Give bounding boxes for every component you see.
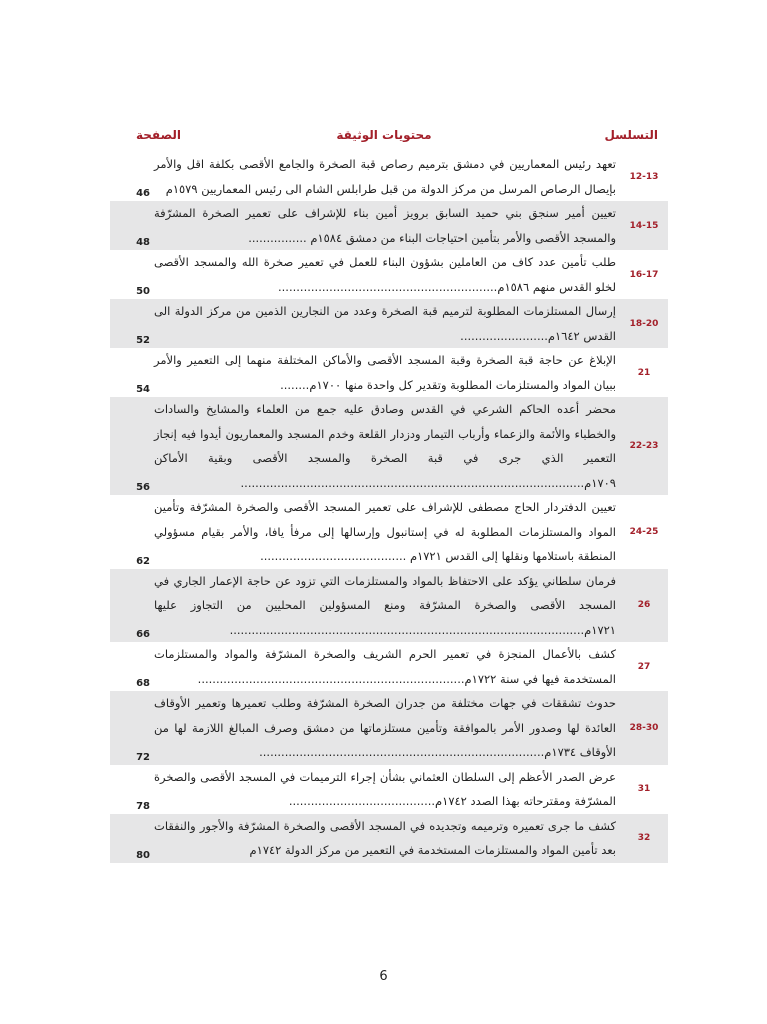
- row-text: فرمان سلطاني يؤكد على الاحتفاظ بالمواد والمستلزمات التي تزود عن حاجة الإعمار الجاري في المسجد الأقصى والصخرة المشرّفة ومنع المسؤولين المحليين من التجاوز عليها ١٧٢١م.................................................................................................: [154, 573, 616, 637]
- row-sequence: 22-23: [629, 441, 659, 451]
- table-row: [110, 397, 668, 495]
- row-text: إرسال المستلزمات المطلوبة لترميم قبة الصخرة وعدد من النجارين الذمين من مركز الدولة الى القدس ١٦٤٢م........................: [154, 304, 616, 343]
- table-row: [110, 250, 668, 299]
- table-row: [110, 152, 668, 201]
- table-row: [110, 765, 668, 814]
- row-page: 56: [136, 482, 150, 493]
- row-page: 78: [136, 800, 150, 812]
- row-text: عرض الصدر الأعظم إلى السلطان العثماني بشأن إجراء الترميمات في المسجد الأقصى والصخرة المشرّفة ومقترحاته بهذا الصدد ١٧٤٢م........................................: [154, 769, 616, 808]
- row-page: 54: [136, 384, 150, 395]
- row-page: 66: [136, 629, 150, 640]
- row-sequence: 18-20: [629, 318, 659, 329]
- contents-table: [110, 152, 668, 863]
- table-row: [110, 201, 668, 250]
- header-contents: محتويات الوثيقة: [336, 128, 432, 142]
- row-sequence: 26: [637, 600, 651, 611]
- table-row: [110, 569, 668, 643]
- row-text: تعيين أمير سنجق بني حميد السابق برويز أمين بناء للإشراف على تعمير الصخرة المشرّفة والمسجد الأقصى والأمر بتأمين احتياجات البناء من دمشق ١٥٨٤م ................: [154, 206, 616, 245]
- row-text: تعهد رئيس المعماريين في دمشق بترميم رصاص قبة الصخرة والجامع الأقصى بكلفة اقل والأمر بإيصال الرصاص المرسل من مركز الدولة من قبل طرابلس الشام الى رئيس المعماريين ١٥٧٩م: [154, 157, 616, 196]
- row-page: 62: [136, 555, 150, 567]
- row-page: 46: [136, 188, 150, 199]
- table-row: [110, 299, 668, 348]
- header-page: الصفحة: [136, 128, 182, 142]
- table-row: [110, 814, 668, 863]
- row-page: 52: [136, 335, 150, 346]
- row-sequence: 16-17: [629, 269, 659, 280]
- page-number: 6: [379, 969, 388, 984]
- header-sequence: التسلسل: [604, 128, 658, 142]
- row-sequence: 32: [637, 833, 651, 843]
- row-text: حدوث تشققات في جهات مختلفة من جدران الصخرة المشرّفة وطلب تعميرها وتعمير الأوقاف العائدة لها وصدور الأمر بالموافقة وتأمين مستلزماتها من دمشق وصرف المبالغ اللازمة لها من الأوقاف ١٧٣٤م..............................................................................: [154, 696, 616, 759]
- table-row: [110, 348, 668, 397]
- row-text: كشف بالأعمال المنجزة في تعمير الحرم الشريف والصخرة المشرّفة والمواد والمستلزمات المستخدمة فيها في سنة ١٧٢٢م.........................................................................: [154, 647, 616, 686]
- table-row: [110, 495, 668, 569]
- row-sequence: 24-25: [629, 526, 659, 537]
- row-page: 80: [136, 849, 150, 861]
- row-sequence: 28-30: [629, 722, 659, 733]
- row-text: كشف ما جرى تعميره وترميمه وتجديده في المسجد الأقصى والصخرة المشرّفة والأجور والنفقات بعد تأمين المواد والمستلزمات المستخدمة في التعمير من مركز الدولة ١٧٤٢م: [154, 818, 616, 857]
- table-row: [110, 691, 668, 765]
- row-page: 50: [136, 286, 150, 297]
- row-sequence: 27: [637, 661, 651, 672]
- row-page: 48: [136, 237, 150, 248]
- row-text: محضر أعده الحاكم الشرعي في القدس وصادق عليه جمع من العلماء والمشايخ والسادات والخطباء والأئمة والزعماء وأرباب التيمار ودزدار القلعة وخدم المسجد والمعماريون أيدوا فيه إنجاز التعمير الذي جرى في قبة الصخرة والمسجد الأقصى وبقية الأماكن ١٧٠٩م..............................................................................................: [154, 402, 616, 490]
- row-text: طلب تأمين عدد كاف من العاملين بشؤون البناء للعمل في تعمير صخرة الله والمسجد الأقصى لخلو القدس منهم ١٥٨٦م............................................................: [154, 255, 616, 294]
- row-sequence: 21: [637, 367, 651, 378]
- row-page: 72: [136, 751, 150, 763]
- row-page: 68: [136, 678, 150, 689]
- row-sequence: 12-13: [629, 171, 659, 182]
- row-sequence: 14-15: [629, 220, 659, 231]
- table-header: [110, 128, 658, 150]
- row-text: تعيين الدفتردار الحاج مصطفى للإشراف على تعمير المسجد الأقصى والصخرة المشرّفة وتأمين المواد والمستلزمات المطلوبة له في إستانبول وإرسالها إلى مرفأ يافا، والأمر بقيام مسؤولي المنطقة باستلامها ونقلها إلى القدس ١٧٢١م ........................................: [154, 500, 616, 563]
- table-row: [110, 642, 668, 691]
- row-text: الإبلاغ عن حاجة قبة الصخرة وقبة المسجد الأقصى والأماكن المختلفة منهما إلى التعمير والأمر ببيان المواد والمستلزمات المطلوبة وتقدير كل واحدة منها ١٧٠٠م........: [154, 353, 616, 392]
- row-sequence: 31: [637, 784, 651, 794]
